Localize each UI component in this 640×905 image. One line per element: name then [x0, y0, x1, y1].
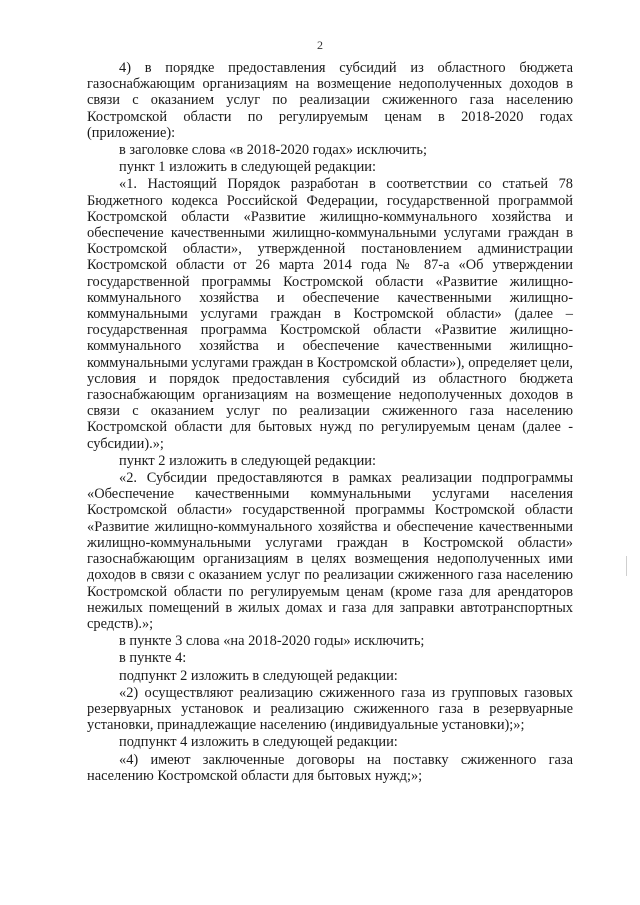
- paragraph-subpoint-2-intro: подпункт 2 изложить в следующей редакции:: [119, 667, 398, 684]
- paragraph-point-4-intro: в пункте 4:: [119, 650, 187, 667]
- paragraph-title-change: в заголовке слова «в 2018-2020 годах» исключить;: [119, 142, 427, 159]
- paragraph-item-4: 4) в порядке предоставления субсидий из областного бюджета газоснабжающим организациям на возмещение недополученных доходов в связи с оказанием услуг по реализации сжиженного газа населению Костромской области по регулируемым ценам в 2018-2020 годах (приложение):: [87, 60, 573, 141]
- paragraph-point-1-intro: пункт 1 изложить в следующей редакции:: [119, 159, 376, 176]
- paragraph-subpoint-4-text: «4) имеют заключенные договоры на поставку сжиженного газа населению Костромской области для бытовых нужд;»;: [87, 751, 573, 784]
- paragraph-point-3: в пункте 3 слова «на 2018-2020 годы» исключить;: [119, 633, 425, 650]
- page-number: 2: [317, 38, 323, 52]
- paragraph-point-1-text: «1. Настоящий Порядок разработан в соответствии со статьей 78 Бюджетного кодекса Российской Федерации, государственной программой Костромской области «Развитие жилищно-коммунального хозяйства и обеспечение качественными жилищно-коммунальными услугами граждан в Костромской области», утвержденной постановлением администрации Костромской области от 26 марта 2014 года № 87-а «Об утверждении государственной программы Костромской области «Развитие жилищно-коммунального хозяйства и обеспечение качественными жилищно-коммунальными услугами граждан в Костромской области» (далее – государственная программа Костромской области «Развитие жилищно-коммунального хозяйства и обеспечение качественными жилищно-коммунальными услугами граждан в Костромской области»), определяет цели, условия и порядок предоставления субсидий из областного бюджета газоснабжающим организациям на возмещение недополученных доходов в связи с оказанием услуг по реализации сжиженного газа населению Костромской области для бытовых нужд по регулируемым ценам (далее - субсидии).»;: [87, 176, 573, 452]
- document-body: [87, 60, 573, 784]
- paragraph-point-2-text: «2. Субсидии предоставляются в рамках реализации подпрограммы «Обеспечение качественными коммунальными услугами населения Костромской области» государственной программы Костромской области «Развитие жилищно-коммунального хозяйства и обеспечение качественными жилищно-коммунальными услугами граждан в Костромской области» газоснабжающим организациям в целях возмещения недополученных ими доходов в связи с оказанием услуг по реализации сжиженного газа населению Костромской области по регулируемым ценам (кроме газа для арендаторов нежилых помещений в жилых домах и газа для заправки автотранспортных средств).»;: [87, 470, 573, 632]
- scan-margin-mark: [626, 556, 627, 576]
- paragraph-subpoint-2-text: «2) осуществляют реализацию сжиженного газа из групповых газовых резервуарных установок и реализацию сжиженного газа в резервуарные установки, принадлежащие населению (индивидуальные установки);»;: [87, 684, 573, 734]
- paragraph-subpoint-4-intro: подпункт 4 изложить в следующей редакции:: [119, 734, 398, 751]
- paragraph-point-2-intro: пункт 2 изложить в следующей редакции:: [119, 452, 376, 469]
